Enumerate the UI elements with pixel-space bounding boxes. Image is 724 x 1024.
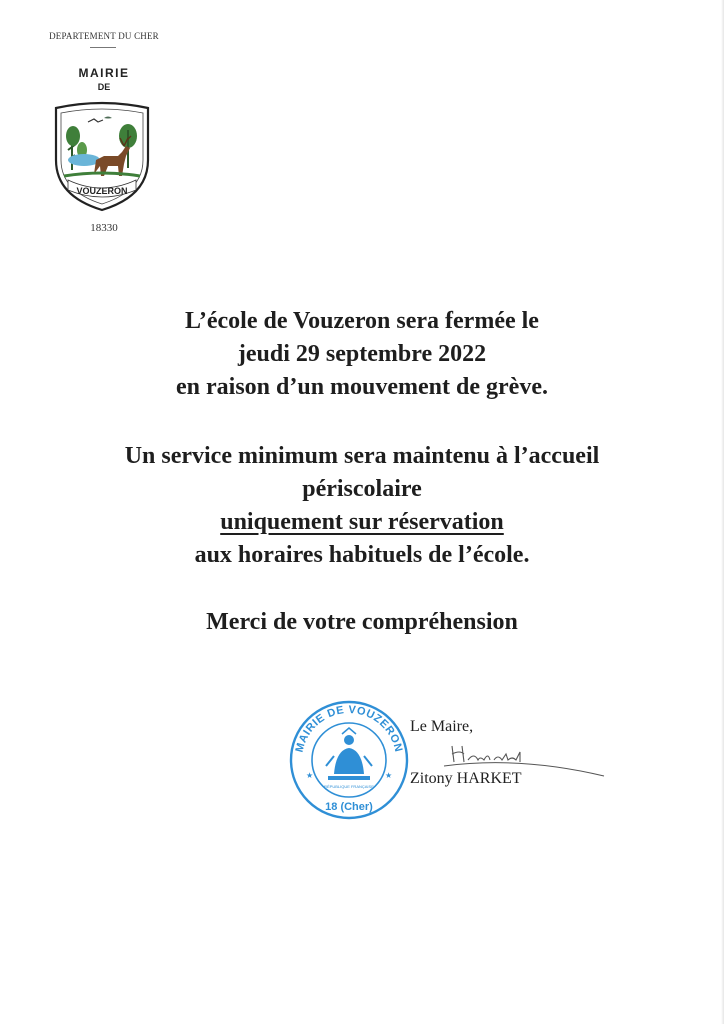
svg-text:★: ★ [306,771,314,780]
thanks-paragraph [30,606,694,639]
stamp-bottom-text: 18 (Cher) [325,801,373,813]
stamp-outer-text: MAIRIE DE VOUZERON [293,703,405,754]
notice-line-1: L’école de Vouzeron sera fermée le [185,308,539,334]
header-divider [90,47,116,48]
signature-text: Harket [440,742,444,743]
crest-town-text: VOUZERON [76,186,128,196]
stamp-small-text: RÉPUBLIQUE FRANÇAISE [324,784,374,789]
closure-paragraph [30,305,694,404]
signatory-title: Le Maire, [410,718,474,735]
notice-line-3: en raison d’un mouvement de grève. [176,374,548,400]
mairie-de-label: DE [97,82,111,92]
notice-line-2: jeudi 29 septembre 2022 [237,341,487,367]
town-crest-logo [52,100,152,212]
department-label: DEPARTEMENT DU CHER [49,31,159,41]
mairie-title: MAIRIE [78,66,130,80]
postal-code: 18330 [90,222,118,234]
notice-line-8: Merci de votre compréhension [206,609,518,635]
notice-line-4: Un service minimum sera maintenu à l’accueil [124,443,600,469]
official-stamp [286,694,412,824]
notice-line-7: aux horaires habituels de l’école. [194,542,530,568]
signatory-name: Zitony HARKET [410,770,522,787]
notice-line-6: uniquement sur réservation [220,509,504,535]
svg-text:★: ★ [385,771,393,780]
service-paragraph [30,440,694,572]
notice-line-5: périscolaire [302,476,422,502]
